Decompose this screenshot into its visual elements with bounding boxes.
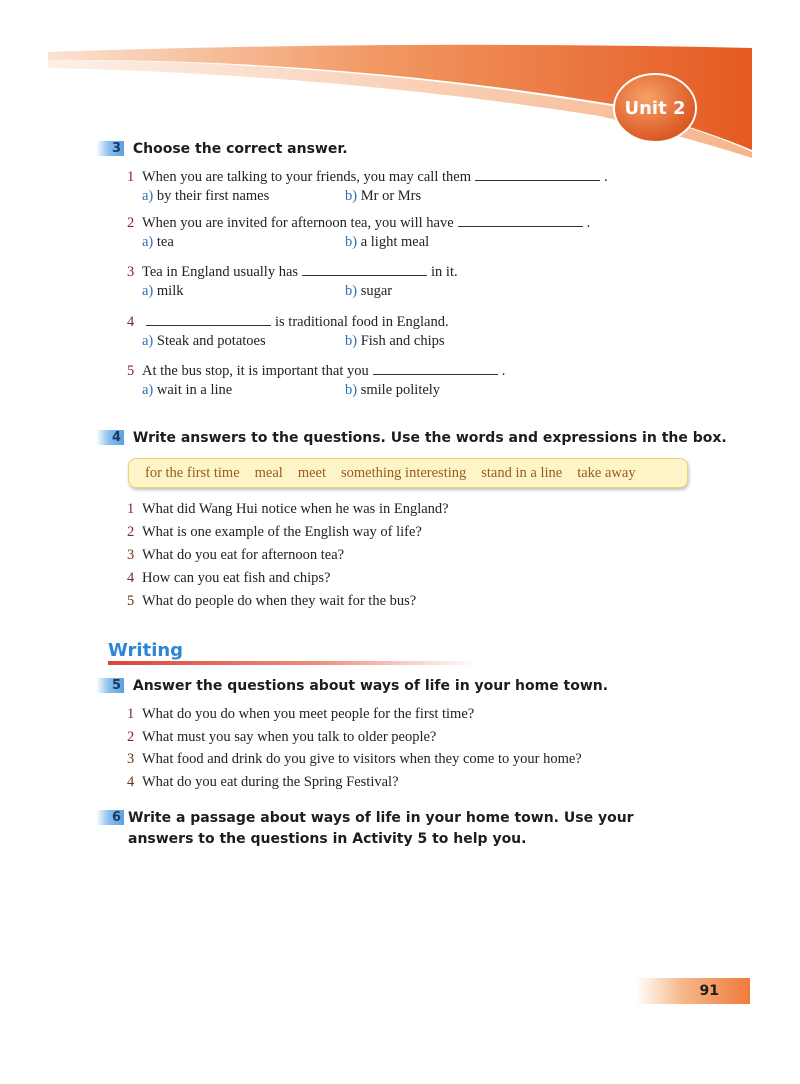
word-box-item: for the first time bbox=[145, 464, 240, 481]
question-item: 3 What food and drink do you give to visitors when they come to your home? bbox=[127, 751, 582, 767]
option-a[interactable]: a) by their first names bbox=[142, 188, 270, 204]
question-item: 4 What do you eat during the Spring Festival? bbox=[127, 774, 399, 790]
question-item: 2 What must you say when you talk to older people? bbox=[127, 729, 437, 745]
activity-instruction: Write answers to the questions. Use the words and expressions in the box. bbox=[132, 430, 727, 446]
answer-blank bbox=[146, 313, 271, 326]
question-item: 1 When you are talking to your friends, you may call them . bbox=[127, 169, 608, 185]
section-heading-writing: Writing bbox=[108, 640, 184, 661]
question-item: 4 How can you eat fish and chips? bbox=[127, 570, 331, 586]
word-box-item: stand in a line bbox=[481, 464, 563, 481]
option-a[interactable]: a) milk bbox=[142, 283, 184, 299]
option-b[interactable]: b) smile politely bbox=[345, 382, 441, 398]
option-a[interactable]: a) Steak and potatoes bbox=[142, 333, 266, 349]
section-underline bbox=[108, 661, 478, 665]
activity-5-heading bbox=[96, 676, 736, 697]
word-box-item: meet bbox=[297, 464, 327, 481]
option-b[interactable]: b) Mr or Mrs bbox=[345, 188, 422, 204]
question-item: 2 What is one example of the English way of life? bbox=[127, 524, 422, 540]
activity-6-heading bbox=[96, 808, 696, 850]
word-box-item: something interesting bbox=[341, 464, 467, 481]
answer-blank bbox=[302, 263, 427, 276]
word-box-item: take away bbox=[577, 464, 636, 481]
question-item: 4 is traditional food in England. bbox=[127, 314, 449, 330]
question-item: 1 What do you do when you meet people for the first time? bbox=[127, 706, 475, 722]
option-a[interactable]: a) wait in a line bbox=[142, 382, 233, 398]
activity-number: 6 bbox=[96, 810, 124, 825]
answer-blank bbox=[458, 214, 583, 227]
activity-4-heading bbox=[96, 428, 756, 449]
question-item: 3 What do you eat for afternoon tea? bbox=[127, 547, 345, 563]
question-item: 5 What do people do when they wait for the bus? bbox=[127, 593, 417, 609]
activity-number: 4 bbox=[96, 430, 124, 445]
question-item: 2 When you are invited for afternoon tea, you will have . bbox=[127, 215, 591, 231]
answer-blank bbox=[475, 168, 600, 181]
answer-blank bbox=[373, 362, 498, 375]
activity-3-heading bbox=[96, 139, 736, 160]
activity-number: 3 bbox=[96, 141, 124, 156]
activity-instruction: Choose the correct answer. bbox=[132, 141, 348, 157]
activity-instruction: Answer the questions about ways of life in your home town. bbox=[132, 678, 609, 694]
page-number: 91 bbox=[636, 978, 750, 1004]
option-b[interactable]: b) Fish and chips bbox=[345, 333, 445, 349]
question-item: 3 Tea in England usually has in it. bbox=[127, 264, 458, 280]
activity-number: 5 bbox=[96, 678, 124, 693]
word-box bbox=[128, 458, 688, 488]
activity-instruction: Write a passage about ways of life in your home town. Use your answers to the questions in Activity 5 to help you. bbox=[128, 810, 634, 847]
option-b[interactable]: b) sugar bbox=[345, 283, 393, 299]
option-b[interactable]: b) a light meal bbox=[345, 234, 430, 250]
word-box-item: meal bbox=[254, 464, 283, 481]
question-item: 1 What did Wang Hui notice when he was in England? bbox=[127, 501, 449, 517]
question-item: 5 At the bus stop, it is important that you . bbox=[127, 363, 506, 379]
option-a[interactable]: a) tea bbox=[142, 234, 174, 250]
unit-badge: Unit 2 bbox=[624, 98, 686, 119]
